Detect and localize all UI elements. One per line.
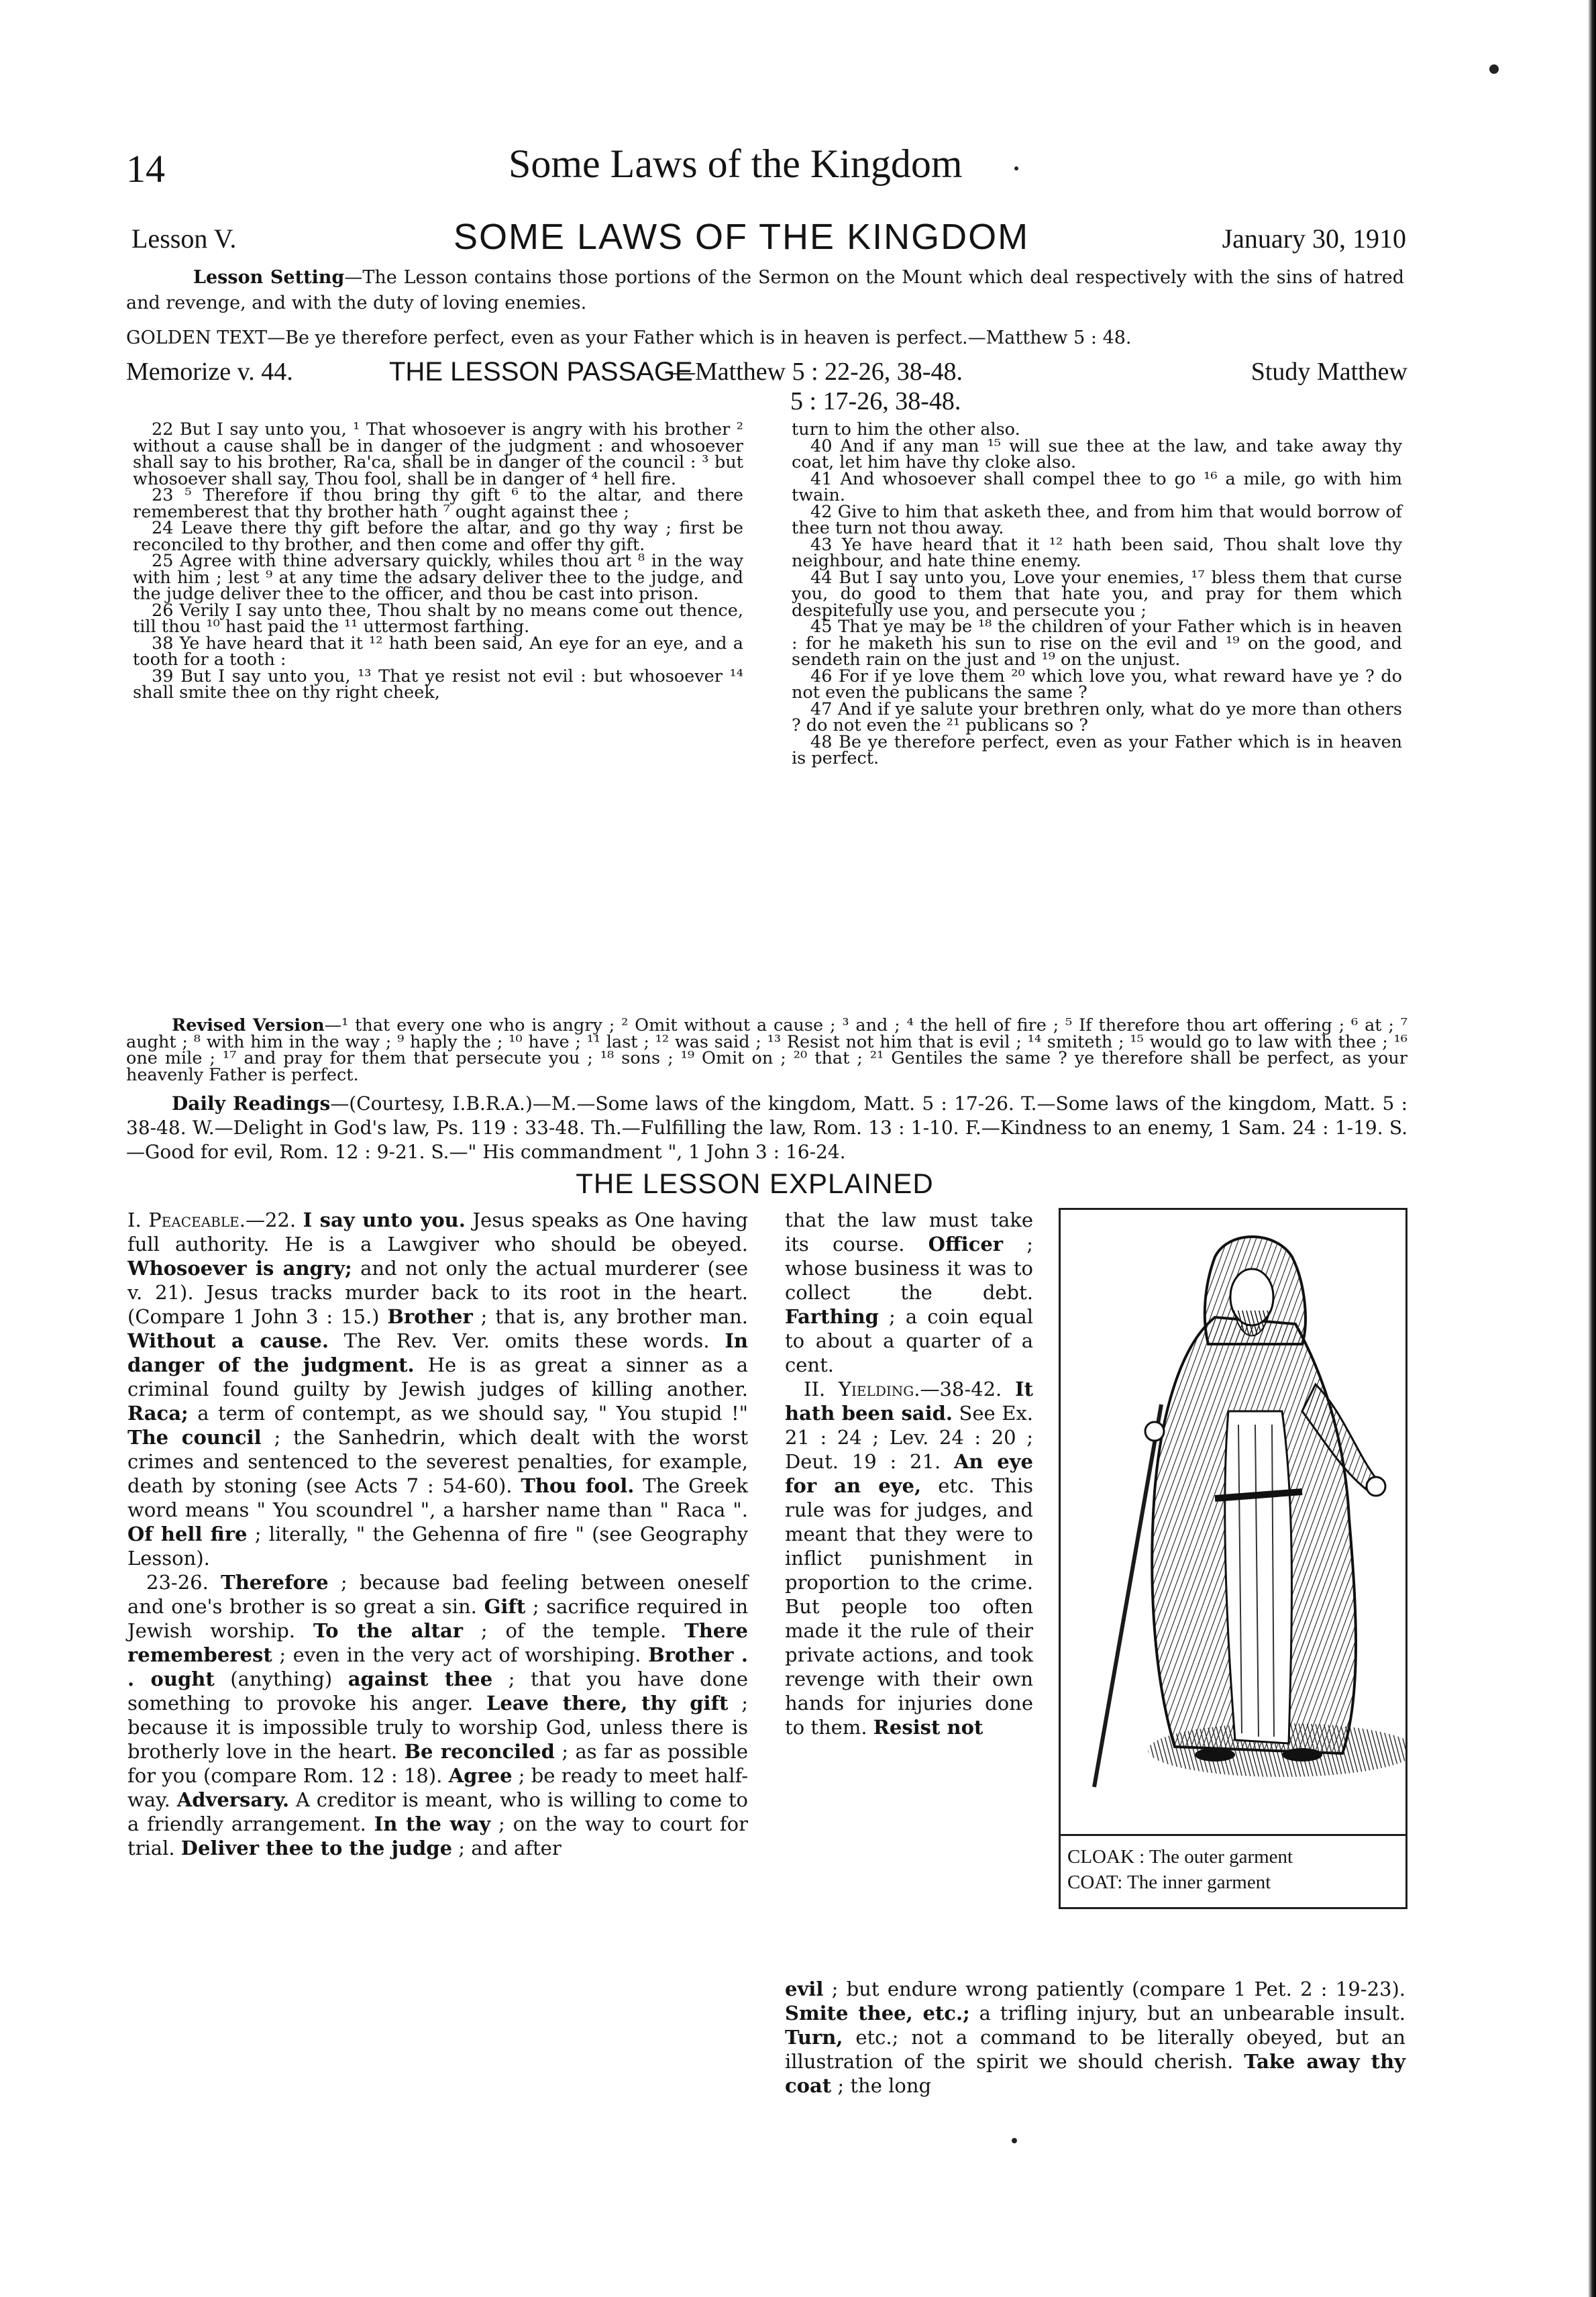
bold-phrase: Thou fool. (521, 1474, 635, 1497)
verse: 40 And if any man ¹⁵ will sue thee at the law, and take away thy coat, let him have thy cloke also. (792, 436, 1402, 472)
text-run: and not only the actual murderer (see v. 21). Jesus tracks murder back to its root in the heart. (Compare 1 John 3 : 15.) (127, 1257, 748, 1328)
study-ref: 5 : 17-26, 38-48. (790, 387, 961, 415)
bold-phrase: There rememberest (127, 1619, 748, 1666)
bold-phrase: Resist not (873, 1716, 983, 1739)
text-run: ; but endure wrong patiently (compare 1 Pet. 2 : 19-23). (823, 1978, 1405, 2000)
text-run: See Ex. 21 : 24 ; Lev. 24 : 20 ; Deut. 19 : 21. (785, 1402, 1033, 1473)
text-run: The Rev. Ver. omits these words. (328, 1329, 725, 1352)
explanation-paragraph (785, 1377, 1033, 1739)
verse: 46 For if ye love them ²⁰ which love you, what reward have ye ? do not even the publicans the same ? (792, 666, 1402, 703)
bold-phrase: Whosoever is angry; (127, 1257, 352, 1280)
caption-cloak: CLOAK : The outer garment (1067, 1846, 1293, 1868)
caption-coat: COAT: The inner garment (1067, 1872, 1271, 1893)
text-run: ; be ready to meet half-way. (127, 1764, 748, 1811)
lesson-explained-heading: THE LESSON EXPLAINED (576, 1168, 934, 1199)
text-run: ; that you have done something to provoke his anger. (127, 1668, 748, 1715)
verse: 47 And if ye salute your brethren only, what do ye more than others ? do not even the ²¹ publicans so ? (792, 699, 1402, 735)
text-run: ; that is, any brother man. (472, 1305, 748, 1328)
verses-right-column (792, 421, 1402, 767)
text-run: ; of the temple. (463, 1619, 685, 1642)
text-run: that the law must take its course. (785, 1209, 1033, 1256)
text-run: ; the long (831, 2074, 932, 2097)
text-run: ; a coin equal to about a quarter of a cent. (785, 1305, 1033, 1376)
verse: 26 Verily I say unto thee, Thou shalt by no means come out thence, till thou ¹⁰ hast paid the ¹¹ uttermost farthing. (133, 600, 743, 637)
lesson-date: January 30, 1910 (1222, 223, 1406, 254)
verses-left-column (133, 421, 743, 701)
text-run: ; and after (452, 1837, 562, 1859)
text-run: ; sacrifice required in Jewish worship. (127, 1595, 748, 1642)
text-run: A creditor is meant, who is willing to come to a friendly arrangement. (127, 1788, 748, 1835)
explanation-paragraph (785, 1977, 1405, 2098)
golden-text-body: GOLDEN TEXT—Be ye therefore perfect, even as your Father which is in heaven is perfect. (126, 327, 968, 348)
verse: 45 That ye may be ¹⁸ the children of your Father which is in heaven : for he maketh his sun to rise on the evil and ¹⁹ on the good, and sendeth rain on the just and ¹⁹ on the unjust. (792, 617, 1402, 670)
revised-version (126, 1017, 1407, 1083)
bold-phrase: Brother (387, 1305, 473, 1328)
bold-phrase: against thee (348, 1668, 493, 1690)
bold-phrase: Be reconciled (404, 1740, 555, 1763)
verse: 24 Leave there thy gift before the altar, and go thy way ; first be reconciled to thy brother, and then come and offer thy gift. (133, 518, 743, 555)
robed-man-illustration (1061, 1210, 1405, 1834)
daily-readings (126, 1092, 1407, 1164)
explanation-bottom-right (785, 1977, 1405, 2098)
bold-phrase: Turn, (785, 2026, 843, 2049)
verse: 48 Be ye therefore perfect, even as your Father which is in heaven is perfect. (792, 731, 1402, 768)
bold-phrase: Deliver thee to the judge (180, 1837, 453, 1859)
bold-phrase: It hath been said. (785, 1378, 1033, 1425)
verse: 39 But I say unto you, ¹³ That ye resist not evil : but whosoever ¹⁴ shall smite thee on thy right cheek, (133, 666, 743, 703)
text-run: II. Yielding.—38-42. (804, 1378, 1016, 1400)
text-run: a trifling injury, but an unbearable insult. (969, 2002, 1406, 2025)
text-run: ; literally, " the Gehenna of fire " (see Geography Lesson). (127, 1523, 748, 1570)
text-run: etc.; not a command to be literally obeyed, but an illustration of the spirit we should cherish. (785, 2026, 1405, 2073)
verse: 23 ⁵ Therefore if thou bring thy gift ⁶ to the altar, and there rememberest that thy brother hath ⁷ ought against thee ; (133, 485, 743, 522)
bold-phrase: In danger of the judgment. (127, 1329, 748, 1376)
bold-phrase: Farthing (785, 1305, 879, 1328)
lesson-header (131, 216, 1406, 263)
text-run: ; the Sanhedrin, which dealt with the worst crimes and sentenced to the severest penalties, for example, death by stoning (see Acts 7 : 54-60). (127, 1426, 748, 1497)
running-head (126, 141, 1441, 201)
bold-phrase: Take away thy coat (785, 2050, 1406, 2097)
page-edge-shadow (1588, 0, 1596, 2297)
study-label: Study Matthew (1251, 358, 1407, 386)
bold-phrase: Leave there, thy gift (486, 1692, 729, 1715)
ink-speck (1489, 64, 1499, 74)
bold-phrase: Of hell fire (127, 1523, 248, 1545)
verse: 42 Give to him that asketh thee, and from him that would borrow of thee turn not thou away. (792, 501, 1402, 538)
lesson-setting-label: Lesson Setting (193, 267, 345, 288)
bold-phrase: Therefore (221, 1571, 329, 1594)
bold-phrase: I say unto you. (303, 1209, 466, 1231)
daily-readings-text: —(Courtesy, I.B.R.A.)—M.—Some laws of the kingdom, Matt. 5 : 17-26. T.—Some laws of the kingdom, Matt. 5 : 38-48. W.—Delight in God's law, Ps. 119 : 33-48. Th.—Fulfilling the law, Rom. 13 : 1-10. F.—Kindness to an enemy, 1 Sam. 24 : 1-19. S.—Good for evil, Rom. 12 : 9-21. S.—" His commandment ", 1 John 3 : 16-24. (126, 1092, 1408, 1163)
verse: turn to him the other also. (792, 419, 1020, 440)
bold-phrase: The council (127, 1426, 262, 1449)
bold-phrase: To the altar (313, 1619, 464, 1642)
text-run: Jesus speaks as One having full authority. He is a Lawgiver who should be obeyed. (127, 1209, 748, 1256)
text-run: ; whose business it was to collect the debt. (785, 1233, 1033, 1304)
text-run: He is as great a sinner as a criminal found guilty by Jewish judges of killing another. (127, 1354, 748, 1400)
verse: 44 But I say unto you, Love your enemies, ¹⁷ bless them that curse you, do good to them that hate you, and pray for them which despitefully use you, and persecute you ; (792, 567, 1402, 621)
lesson-number: Lesson V. (131, 223, 237, 254)
golden-text (126, 325, 1407, 351)
text-run: (anything) (214, 1668, 348, 1690)
explanation-paragraph (785, 1208, 1033, 1377)
page-number: 14 (126, 147, 165, 191)
bold-phrase: In the way (374, 1813, 491, 1835)
bold-phrase: An eye for an eye, (785, 1450, 1033, 1497)
text-run: I. Peaceable.—22. (127, 1209, 303, 1231)
explanation-middle-column (785, 1208, 1033, 1739)
illustration-figure (1059, 1208, 1407, 1909)
text-run: a term of contempt, as we should say, " You stupid !" (188, 1402, 748, 1425)
revised-version-label: Revised Version (172, 1015, 325, 1035)
verse: 43 Ye have heard that it ¹² hath been said, Thou shalt love thy neighbour, and hate thine enemy. (792, 534, 1402, 571)
text-run: The Greek word means " You scoundrel ", a harsher name than " Raca ". (127, 1474, 749, 1521)
bold-phrase: Adversary. (176, 1788, 290, 1811)
verse: 25 Agree with thine adversary quickly, whiles thou art ⁸ in the way with him ; lest ⁹ at any time the adsary deliver thee to the judge, and the judge deliver thee to the officer, and thou be cast into prison. (133, 551, 743, 604)
text-run: 23-26. (146, 1571, 221, 1594)
bold-phrase: Agree (448, 1764, 513, 1787)
verse: 41 And whosoever shall compel thee to go ¹⁶ a mile, go with him twain. (792, 468, 1402, 505)
text-run: etc. This rule was for judges, and meant that they were to inflict punishment in proportion to the crime. But people too often made it the rule of their private actions, and took revenge with their own hands for injuries done to them. (785, 1474, 1033, 1739)
golden-text-ref: —Matthew 5 : 48. (967, 327, 1132, 348)
bold-phrase: Smite thee, etc.; (785, 2002, 970, 2025)
bold-phrase: Without a cause. (127, 1329, 329, 1352)
figure-caption (1061, 1834, 1405, 1907)
text-run: ; on the way to court for trial. (127, 1813, 748, 1859)
text-run: ; as far as possible for you (compare Rom. 12 : 18). (127, 1740, 748, 1787)
bold-phrase: Gift (484, 1595, 526, 1618)
ink-speck (1012, 2138, 1017, 2143)
explanation-left-column (127, 1208, 748, 1860)
bold-phrase: evil (785, 1978, 824, 2000)
verse: 22 But I say unto you, ¹ That whosoever is angry with his brother ² without a cause shall be in danger of the judgment : and whosoever shall say to his brother, Ra'ca, shall be in danger of the council : ³ but whosoever shall say, Thou fool, shall be in danger of ⁴ hell fire. (133, 419, 743, 489)
bold-phrase: Brother . . ought (127, 1643, 748, 1690)
revised-version-text: —¹ that every one who is angry ; ² Omit without a cause ; ³ and ; ⁴ the hell of fire ; ⁵ If therefore thou art offering ; ⁶ at ; ⁷ aught ; ⁸ with him in the way ; ⁹ haply the ; ¹⁰ have ; ¹¹ last ; ¹² was said ; ¹³ Resist not him that is evil ; ¹⁴ smiteth ; ¹⁵ would go to law with thee ; ¹⁶ one mile ; ¹⁷ and pray for them that persecute you ; ¹⁸ sons ; ¹⁹ Omit on ; ²⁰ that ; ²¹ Gentiles the same ? ye therefore shall be perfect, as your heavenly Father is perfect. (126, 1015, 1407, 1085)
explanation-paragraph (127, 1208, 748, 1570)
text-run: ; even in the very act of worshiping. (272, 1643, 649, 1666)
text-run: ; because bad feeling between oneself and one's brother is so great a sin. (127, 1571, 748, 1618)
passage-title: THE LESSON PASSAGE (389, 357, 693, 387)
bold-phrase: Raca; (127, 1402, 189, 1425)
running-title: Some Laws of the Kingdom (509, 142, 963, 186)
passage-ref: —Matthew 5 : 22-26, 38-48. (670, 358, 963, 386)
text-run: ; because it is impossible truly to worship God, unless there is brotherly love in the heart. (127, 1692, 748, 1763)
lesson-setting-text: —The Lesson contains those portions of the Sermon on the Mount which deal respectively with the sins of hatred and revenge, and with the duty of loving enemies. (126, 267, 1404, 313)
daily-readings-label: Daily Readings (172, 1092, 331, 1115)
explanation-paragraph (127, 1570, 748, 1860)
lesson-title: SOME LAWS OF THE KINGDOM (454, 217, 1030, 257)
bold-phrase: Officer (928, 1233, 1004, 1256)
memorize-verse: Memorize v. 44. (126, 358, 293, 386)
lesson-setting (126, 265, 1404, 316)
ink-speck (1014, 166, 1018, 170)
verse: 38 Ye have heard that it ¹² hath been said, An eye for an eye, and a tooth for a tooth : (133, 633, 743, 670)
